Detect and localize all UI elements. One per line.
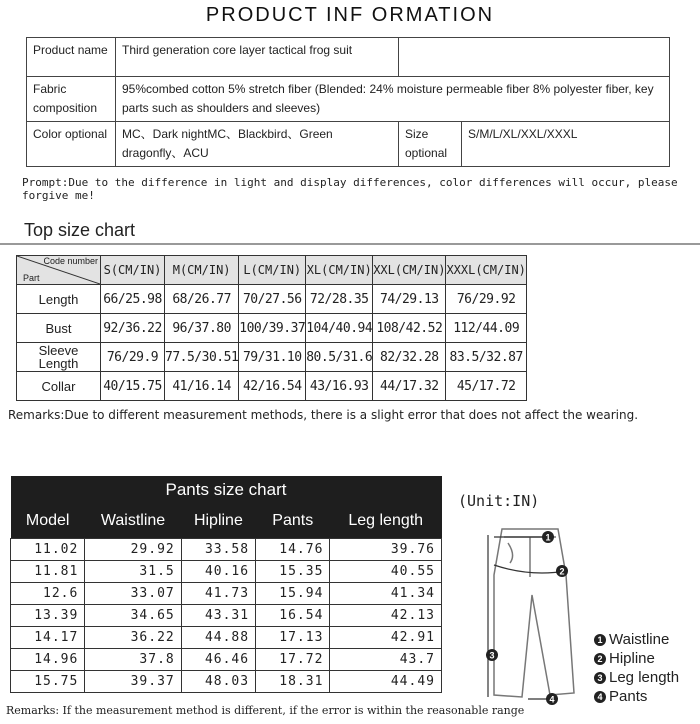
table-cell: 42/16.54 [239, 372, 306, 401]
table-cell: 11.81 [11, 561, 85, 583]
unit-label: (Unit:IN) [458, 492, 540, 510]
table-cell: 80.5/31.6 [306, 343, 373, 372]
table-row [11, 561, 442, 583]
marker-2 [556, 565, 568, 577]
table-cell: 13.39 [11, 605, 85, 627]
pants-title-row [11, 476, 442, 504]
table-cell: 15.94 [256, 583, 330, 605]
marker-3-label: 3 [489, 650, 495, 661]
table-cell: 76/29.92 [446, 285, 526, 314]
top-size-table [16, 255, 527, 401]
table-cell: 37.8 [85, 649, 181, 671]
table-cell: 70/27.56 [239, 285, 306, 314]
table-cell: 40.16 [181, 561, 255, 583]
column-header: Leg length [330, 504, 442, 539]
product-name-label: Product name [27, 38, 116, 77]
pants-chart-title: Pants size chart [11, 476, 442, 504]
legend-item [594, 649, 679, 668]
table-cell: 77.5/30.51 [165, 343, 239, 372]
size-header: M(CM/IN) [165, 256, 239, 285]
table-cell: 83.5/32.87 [446, 343, 526, 372]
legend-number: 4 [594, 691, 606, 703]
table-cell: 92/36.22 [101, 314, 165, 343]
table-cell: 40.55 [330, 561, 442, 583]
table-cell: 12.6 [11, 583, 85, 605]
size-value: S/M/L/XL/XXL/XXXL [462, 122, 670, 167]
table-row [11, 649, 442, 671]
pants-outline [494, 529, 574, 697]
legend-number: 3 [594, 672, 606, 684]
size-header: L(CM/IN) [239, 256, 306, 285]
legend-label: Waistline [609, 631, 670, 648]
table-cell: 46.46 [181, 649, 255, 671]
column-header: Waistline [85, 504, 181, 539]
product-name-value: Third generation core layer tactical frog suit [116, 38, 399, 77]
table-cell: 15.75 [11, 671, 85, 693]
table-row [11, 605, 442, 627]
pants-header-row [11, 504, 442, 539]
table-cell: 36.22 [85, 627, 181, 649]
page-title: PRODUCT INF ORMATION [205, 4, 495, 26]
empty-cell [399, 38, 670, 77]
column-header: Hipline [181, 504, 255, 539]
table-cell: 79/31.10 [239, 343, 306, 372]
part-label: Bust [17, 314, 101, 343]
table-cell: 43.7 [330, 649, 442, 671]
table-row [17, 372, 527, 401]
table-row [17, 285, 527, 314]
column-header: Model [11, 504, 85, 539]
fabric-value: 95%combed cotton 5% stretch fiber (Blended: 24% moisture permeable fiber 8% polyester fiber, key parts such as shoulders and sleeves) [116, 77, 670, 122]
table-cell: 17.72 [256, 649, 330, 671]
table-cell: 43/16.93 [306, 372, 373, 401]
marker-3 [486, 649, 498, 661]
table-cell: 15.35 [256, 561, 330, 583]
marker-1-label: 1 [545, 532, 551, 543]
part-label: Sleeve Length [17, 343, 101, 372]
table-row [11, 627, 442, 649]
table-cell: 72/28.35 [306, 285, 373, 314]
table-cell: 14.96 [11, 649, 85, 671]
table-cell: 76/29.9 [101, 343, 165, 372]
legend-item [594, 687, 679, 706]
size-label: Size optional [399, 122, 462, 167]
table-cell: 41.34 [330, 583, 442, 605]
table-cell: 34.65 [85, 605, 181, 627]
table-cell: 82/32.28 [373, 343, 446, 372]
table-cell: 45/17.72 [446, 372, 526, 401]
marker-2-label: 2 [559, 566, 565, 577]
corner-part: Part [23, 273, 40, 283]
corner-cell [17, 256, 101, 285]
table-cell: 39.76 [330, 539, 442, 561]
column-header: Pants [256, 504, 330, 539]
table-cell: 108/42.52 [373, 314, 446, 343]
legend-item [594, 630, 679, 649]
size-header: XXL(CM/IN) [373, 256, 446, 285]
legend-label: Hipline [609, 650, 655, 667]
table-cell: 74/29.13 [373, 285, 446, 314]
table-cell: 44/17.32 [373, 372, 446, 401]
table-cell: 66/25.98 [101, 285, 165, 314]
table-cell: 16.54 [256, 605, 330, 627]
table-cell: 14.76 [256, 539, 330, 561]
top-header-row [17, 256, 527, 285]
table-cell: 14.17 [11, 627, 85, 649]
table-cell: 96/37.80 [165, 314, 239, 343]
legend-number: 1 [594, 634, 606, 646]
table-cell: 100/39.37 [239, 314, 306, 343]
legend-item [594, 668, 679, 687]
table-cell: 29.92 [85, 539, 181, 561]
divider [0, 243, 700, 245]
table-cell: 40/15.75 [101, 372, 165, 401]
table-cell: 43.31 [181, 605, 255, 627]
legend-number: 2 [594, 653, 606, 665]
table-cell: 33.58 [181, 539, 255, 561]
pants-diagram [470, 515, 600, 710]
remarks-top: Remarks:Due to different measurement methods, there is a slight error that does not affect the wearing. [8, 408, 639, 422]
table-cell: 33.07 [85, 583, 181, 605]
table-cell: 104/40.94 [306, 314, 373, 343]
legend-label: Leg length [609, 669, 680, 686]
size-header: XL(CM/IN) [306, 256, 373, 285]
table-cell: 44.88 [181, 627, 255, 649]
size-header: XXXL(CM/IN) [446, 256, 526, 285]
table-row [17, 343, 527, 372]
table-cell: 42.91 [330, 627, 442, 649]
product-info-table [26, 37, 670, 167]
prompt-note: Prompt:Due to the difference in light and display differences, color differences will occur, please forgive me! [22, 176, 678, 202]
table-cell: 41.73 [181, 583, 255, 605]
table-cell: 48.03 [181, 671, 255, 693]
part-label: Collar [17, 372, 101, 401]
table-cell: 112/44.09 [446, 314, 526, 343]
marker-4-label: 4 [549, 694, 555, 705]
color-value: MC、Dark nightMC、Blackbird、Green dragonfly、ACU [116, 122, 399, 167]
table-cell: 42.13 [330, 605, 442, 627]
corner-code-number: Code number [43, 256, 98, 266]
top-chart-title: Top size chart [24, 220, 136, 240]
legend-label: Pants [609, 688, 648, 705]
marker-1 [542, 531, 554, 543]
table-row [11, 539, 442, 561]
table-cell: 68/26.77 [165, 285, 239, 314]
color-label: Color optional [27, 122, 116, 167]
table-cell: 41/16.14 [165, 372, 239, 401]
measure-lines [488, 532, 566, 699]
table-row [17, 314, 527, 343]
table-cell: 44.49 [330, 671, 442, 693]
fabric-label: Fabric composition [27, 77, 116, 122]
table-cell: 17.13 [256, 627, 330, 649]
table-cell: 11.02 [11, 539, 85, 561]
size-header: S(CM/IN) [101, 256, 165, 285]
measure-legend [594, 630, 679, 706]
table-row [11, 671, 442, 693]
pants-size-table [10, 476, 442, 693]
table-row [11, 583, 442, 605]
marker-4 [546, 693, 558, 705]
part-label: Length [17, 285, 101, 314]
table-cell: 18.31 [256, 671, 330, 693]
remarks-bottom: Remarks: If the measurement method is different, if the error is within the reasonable range [6, 704, 525, 717]
table-cell: 39.37 [85, 671, 181, 693]
table-cell: 31.5 [85, 561, 181, 583]
